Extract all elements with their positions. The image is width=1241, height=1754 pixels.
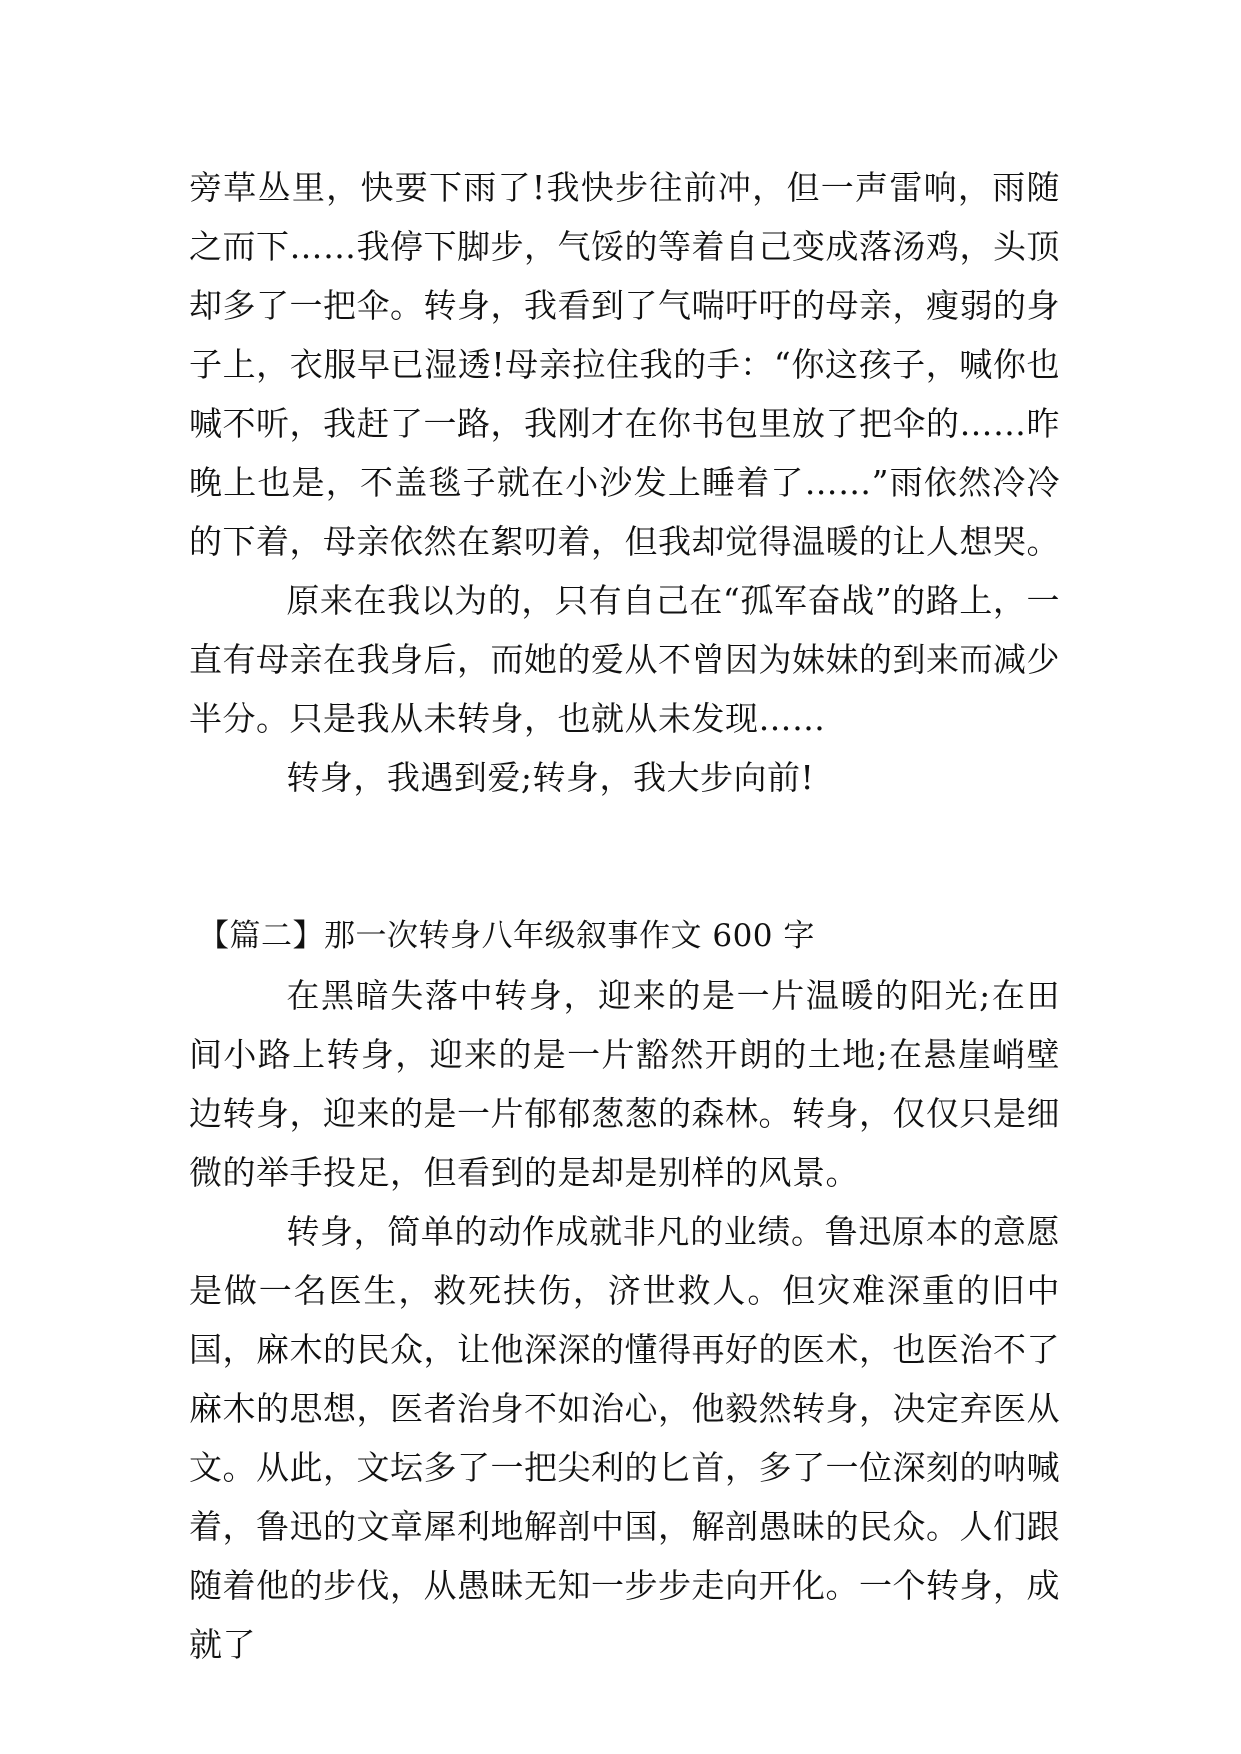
paragraph-mother-love: 原来在我以为的，只有自己在“孤军奋战”的路上，一直有母亲在我身后，而她的爱从不曾因为妹妹的到来而减少半分。只是我从未转身，也就从未发现…… bbox=[189, 581, 1060, 738]
section-title: 【篇二】那一次转身八年级叙事作文 600 字 bbox=[198, 918, 815, 954]
paragraph-umbrella-story: 旁草丛里，快要下雨了!我快步往前冲，但一声雷响，雨随之而下……我停下脚步，气馁的等着自己变成落汤鸡，头顶却多了一把伞。转身，我看到了气喘吁吁的母亲，瘦弱的身子上，衣服早已湿透!母亲拉住我的手：“你这孩子，喊你也喊不听，我赶了一路，我刚才在你书包里放了把伞的……昨晚上也是，不盖毯子就在小沙发上睡着了……”雨依然冷冷的下着，母亲依然在絮叨着，但我却觉得温暖的让人想哭。 bbox=[189, 168, 1060, 561]
paragraph-conclusion: 转身，我遇到爱;转身，我大步向前! bbox=[286, 758, 815, 797]
paragraph-turning-scenery: 在黑暗失落中转身，迎来的是一片温暖的阳光;在田间小路上转身，迎来的是一片豁然开朗的土地;在悬崖峭壁边转身，迎来的是一片郁郁葱葱的森林。转身，仅仅只是细微的举手投足，但看到的是却是别样的风景。 bbox=[189, 976, 1060, 1192]
section-gap bbox=[189, 807, 1060, 907]
paragraph-lu-xun: 转身，简单的动作成就非凡的业绩。鲁迅原本的意愿是做一名医生，救死扶伤，济世救人。但灾难深重的旧中国，麻木的民众，让他深深的懂得再好的医术，也医治不了麻木的思想，医者治身不如治心，他毅然转身，决定弃医从文。从此，文坛多了一把尖利的匕首，多了一位深刻的呐喊着，鲁迅的文章犀利地解剖中国，解剖愚昧的民众。人们跟随着他的步伐，从愚昧无知一步步走向开化。一个转身，成就了 bbox=[189, 1212, 1060, 1664]
document-body bbox=[189, 158, 1060, 1674]
